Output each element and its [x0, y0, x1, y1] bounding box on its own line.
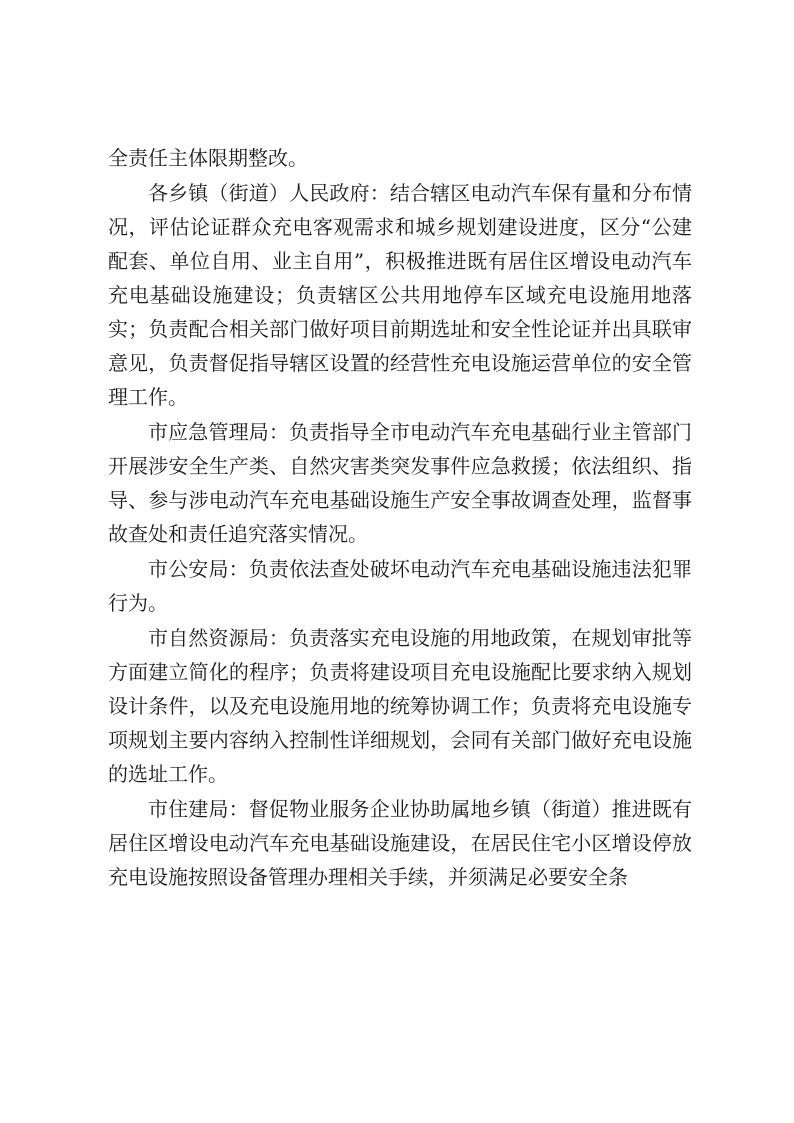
paragraph-township-government: 各乡镇（街道）人民政府：结合辖区电动汽车保有量和分布情况，评估论证群众充电客观需求和城乡规划建设进度，区分“公建配套、单位自用、业主自用”，积极推进既有居住区增设电动汽车充电基础设施建设；负责辖区公共用地停车区域充电设施用地落实；负责配合相关部门做好项目前期选址和安全性论证并出具联审意见，负责督促指导辖区设置的经营性充电设施运营单位的安全管理工作。	[108, 181, 692, 409]
paragraph-housing-construction-bureau: 市住建局：督促物业服务企业协助属地乡镇（街道）推进既有居住区增设电动汽车充电基础设施建设，在居民住宅小区增设停放充电设施按照设备管理办理相关手续，并须满足必要安全条	[108, 797, 692, 889]
paragraph-emergency-bureau: 市应急管理局：负责指导全市电动汽车充电基础行业主管部门开展涉安全生产类、自然灾害类突发事件应急救援；依法组织、指导、参与涉电动汽车充电基础设施生产安全事故调查处理，监督事故查处和责任追究落实情况。	[108, 420, 692, 546]
paragraph-continuation: 全责任主体限期整改。	[108, 146, 308, 170]
document-body	[108, 141, 692, 895]
paragraph-public-security-bureau: 市公安局：负责依法查处破坏电动汽车充电基础设施违法犯罪行为。	[108, 557, 692, 615]
paragraph-natural-resources-bureau: 市自然资源局：负责落实充电设施的用地政策，在规划审批等方面建立简化的程序；负责将建设项目充电设施配比要求纳入规划设计条件，以及充电设施用地的统筹协调工作；负责将充电设施专项规划主要内容纳入控制性详细规划，会同有关部门做好充电设施的选址工作。	[108, 626, 692, 786]
